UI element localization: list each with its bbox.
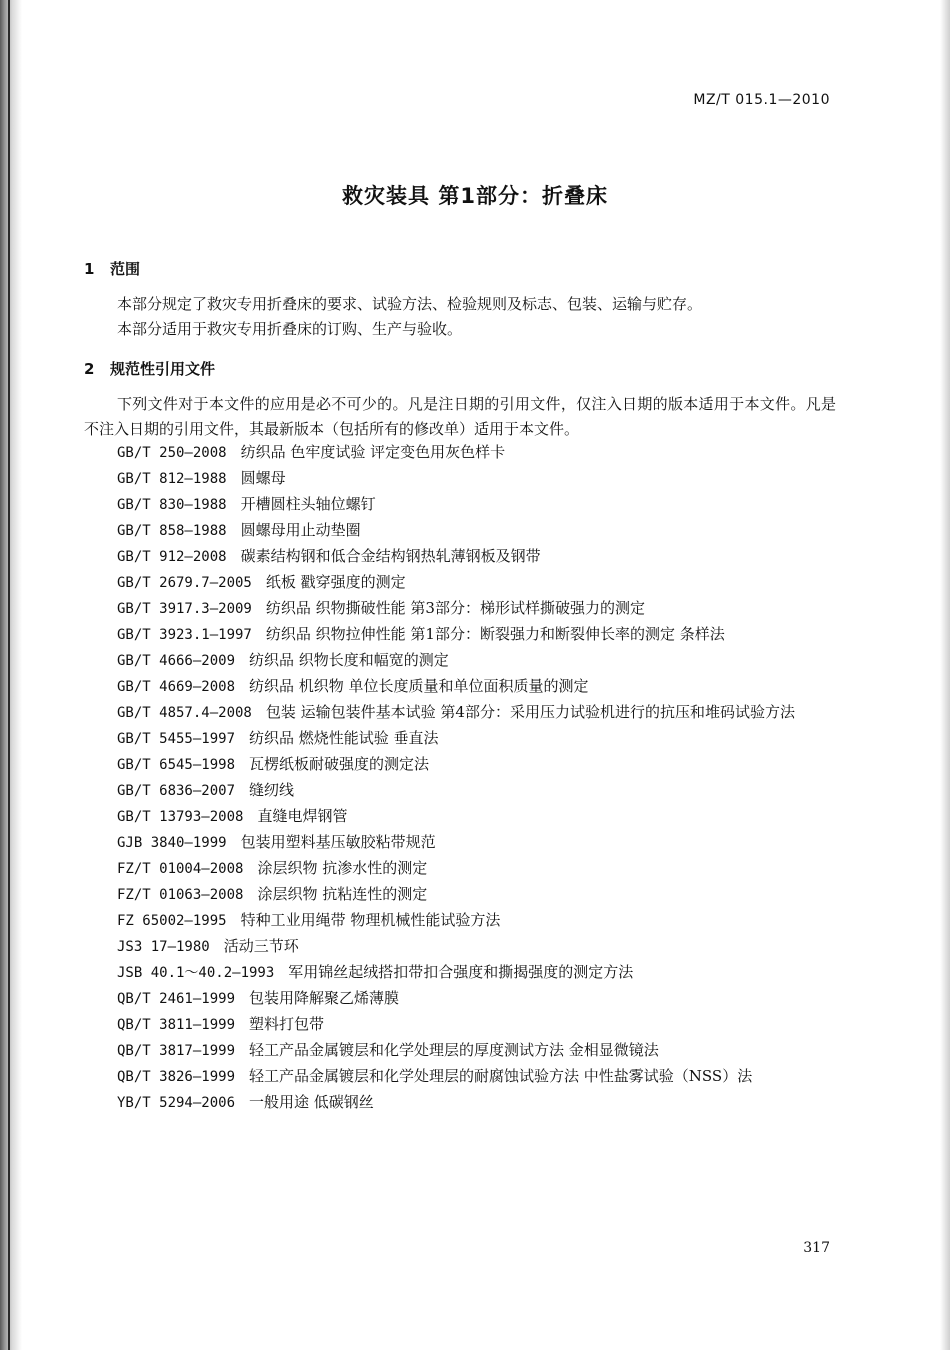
reference-title: 军用锦丝起绒搭扣带扣合强度和撕揭强度的测定方法 [288, 963, 634, 981]
reference-title: 纺织品 机织物 单位长度质量和单位面积质量的测定 [249, 677, 589, 695]
reference-code: FZ/T 01063—2008 [117, 887, 244, 903]
reference-item [84, 700, 836, 726]
scope-paragraph-1: 本部分规定了救灾专用折叠床的要求、试验方法、检验规则及标志、包装、运输与贮存。 [117, 295, 703, 313]
section-2-heading [84, 358, 215, 379]
reference-item [84, 1090, 836, 1116]
reference-title: 包装用塑料基压敏胶粘带规范 [240, 833, 436, 851]
reference-code: QB/T 3811—1999 [117, 1017, 236, 1033]
reference-code: QB/T 3826—1999 [117, 1069, 236, 1085]
reference-code: GB/T 13793—2008 [117, 809, 244, 825]
reference-item [84, 830, 836, 856]
document-title: 救灾装具 第1部分：折叠床 [342, 184, 608, 208]
reference-title: 涂层织物 抗粘连性的测定 [257, 885, 428, 903]
reference-title: 轻工产品金属镀层和化学处理层的耐腐蚀试验方法 中性盐雾试验（NSS）法 [249, 1067, 753, 1085]
reference-code: FZ 65002—1995 [117, 913, 227, 929]
reference-item [84, 856, 836, 882]
reference-code: GB/T 3923.1—1997 [117, 627, 252, 643]
reference-item [84, 960, 836, 986]
reference-item [84, 1038, 836, 1064]
section-2-title: 规范性引用文件 [110, 360, 216, 378]
reference-title: 活动三节环 [223, 937, 299, 955]
reference-item [84, 570, 836, 596]
reference-item [84, 518, 836, 544]
reference-item [84, 726, 836, 752]
reference-title: 特种工业用绳带 物理机械性能试验方法 [240, 911, 501, 929]
section-1-heading [84, 258, 140, 279]
reference-code: QB/T 3817—1999 [117, 1043, 236, 1059]
reference-code: GB/T 2679.7—2005 [117, 575, 252, 591]
reference-item [84, 674, 836, 700]
scope-paragraph-2: 本部分适用于救灾专用折叠床的订购、生产与验收。 [117, 320, 463, 338]
reference-title: 纺织品 色牢度试验 评定变色用灰色样卡 [240, 443, 506, 461]
reference-title: 缝纫线 [249, 781, 295, 799]
reference-item [84, 908, 836, 934]
reference-code: JS3 17—1980 [117, 939, 210, 955]
reference-title: 纸板 戳穿强度的测定 [265, 573, 406, 591]
reference-item [84, 752, 836, 778]
reference-title: 纺织品 燃烧性能试验 垂直法 [249, 729, 439, 747]
reference-code: GB/T 4669—2008 [117, 679, 236, 695]
reference-item [84, 1012, 836, 1038]
reference-title: 涂层织物 抗渗水性的测定 [257, 859, 428, 877]
reference-item [84, 778, 836, 804]
reference-item [84, 466, 836, 492]
normative-intro-paragraph: 下列文件对于本文件的应用是必不可少的。凡是注日期的引用文件，仅注入日期的版本适用于本文件。凡是不注入日期的引用文件，其最新版本（包括所有的修改单）适用于本文件。 [84, 395, 836, 438]
reference-code: GB/T 250—2008 [117, 445, 227, 461]
reference-code: GB/T 5455—1997 [117, 731, 236, 747]
reference-code: GB/T 912—2008 [117, 549, 227, 565]
reference-item [84, 882, 836, 908]
reference-title: 圆螺母 [240, 469, 286, 487]
reference-code: GB/T 6545—1998 [117, 757, 236, 773]
reference-code: FZ/T 01004—2008 [117, 861, 244, 877]
section-2-number: 2 [84, 360, 95, 378]
reference-title: 一般用途 低碳钢丝 [249, 1093, 374, 1111]
reference-title: 纺织品 织物撕破性能 第3部分：梯形试样撕破强力的测定 [265, 599, 645, 617]
reference-item [84, 1064, 836, 1090]
reference-item [84, 934, 836, 960]
reference-item [84, 986, 836, 1012]
reference-item [84, 804, 836, 830]
reference-title: 包装用降解聚乙烯薄膜 [249, 989, 400, 1007]
reference-code: GB/T 830—1988 [117, 497, 227, 513]
page-number: 317 [803, 1240, 830, 1256]
reference-code: GJB 3840—1999 [117, 835, 227, 851]
reference-code: QB/T 2461—1999 [117, 991, 236, 1007]
reference-title: 直缝电焊钢管 [257, 807, 348, 825]
reference-list [84, 440, 836, 1116]
reference-item [84, 648, 836, 674]
reference-code: GB/T 3917.3—2009 [117, 601, 252, 617]
reference-code: YB/T 5294—2006 [117, 1095, 236, 1111]
reference-code: GB/T 4857.4—2008 [117, 705, 252, 721]
reference-title: 瓦楞纸板耐破强度的测定法 [249, 755, 430, 773]
reference-code: JSB 40.1～40.2—1993 [117, 965, 275, 981]
section-1-number: 1 [84, 260, 95, 278]
reference-code: GB/T 858—1988 [117, 523, 227, 539]
reference-title: 圆螺母用止动垫圈 [240, 521, 361, 539]
reference-title: 塑料打包带 [249, 1015, 325, 1033]
document-code: MZ/T 015.1—2010 [693, 92, 830, 108]
reference-code: GB/T 4666—2009 [117, 653, 236, 669]
reference-title: 轻工产品金属镀层和化学处理层的厚度测试方法 金相显微镜法 [249, 1041, 659, 1059]
section-1-title: 范围 [110, 260, 141, 278]
reference-item [84, 492, 836, 518]
reference-title: 包装 运输包装件基本试验 第4部分：采用压力试验机进行的抗压和堆码试验方法 [265, 703, 795, 721]
reference-title: 开槽圆柱头轴位螺钉 [240, 495, 376, 513]
reference-title: 纺织品 织物长度和幅宽的测定 [249, 651, 449, 669]
reference-title: 碳素结构钢和低合金结构钢热轧薄钢板及钢带 [240, 547, 541, 565]
reference-code: GB/T 812—1988 [117, 471, 227, 487]
reference-item [84, 544, 836, 570]
reference-item [84, 596, 836, 622]
reference-item [84, 440, 836, 466]
reference-item [84, 622, 836, 648]
reference-code: GB/T 6836—2007 [117, 783, 236, 799]
reference-title: 纺织品 织物拉伸性能 第1部分：断裂强力和断裂伸长率的测定 条样法 [265, 625, 725, 643]
